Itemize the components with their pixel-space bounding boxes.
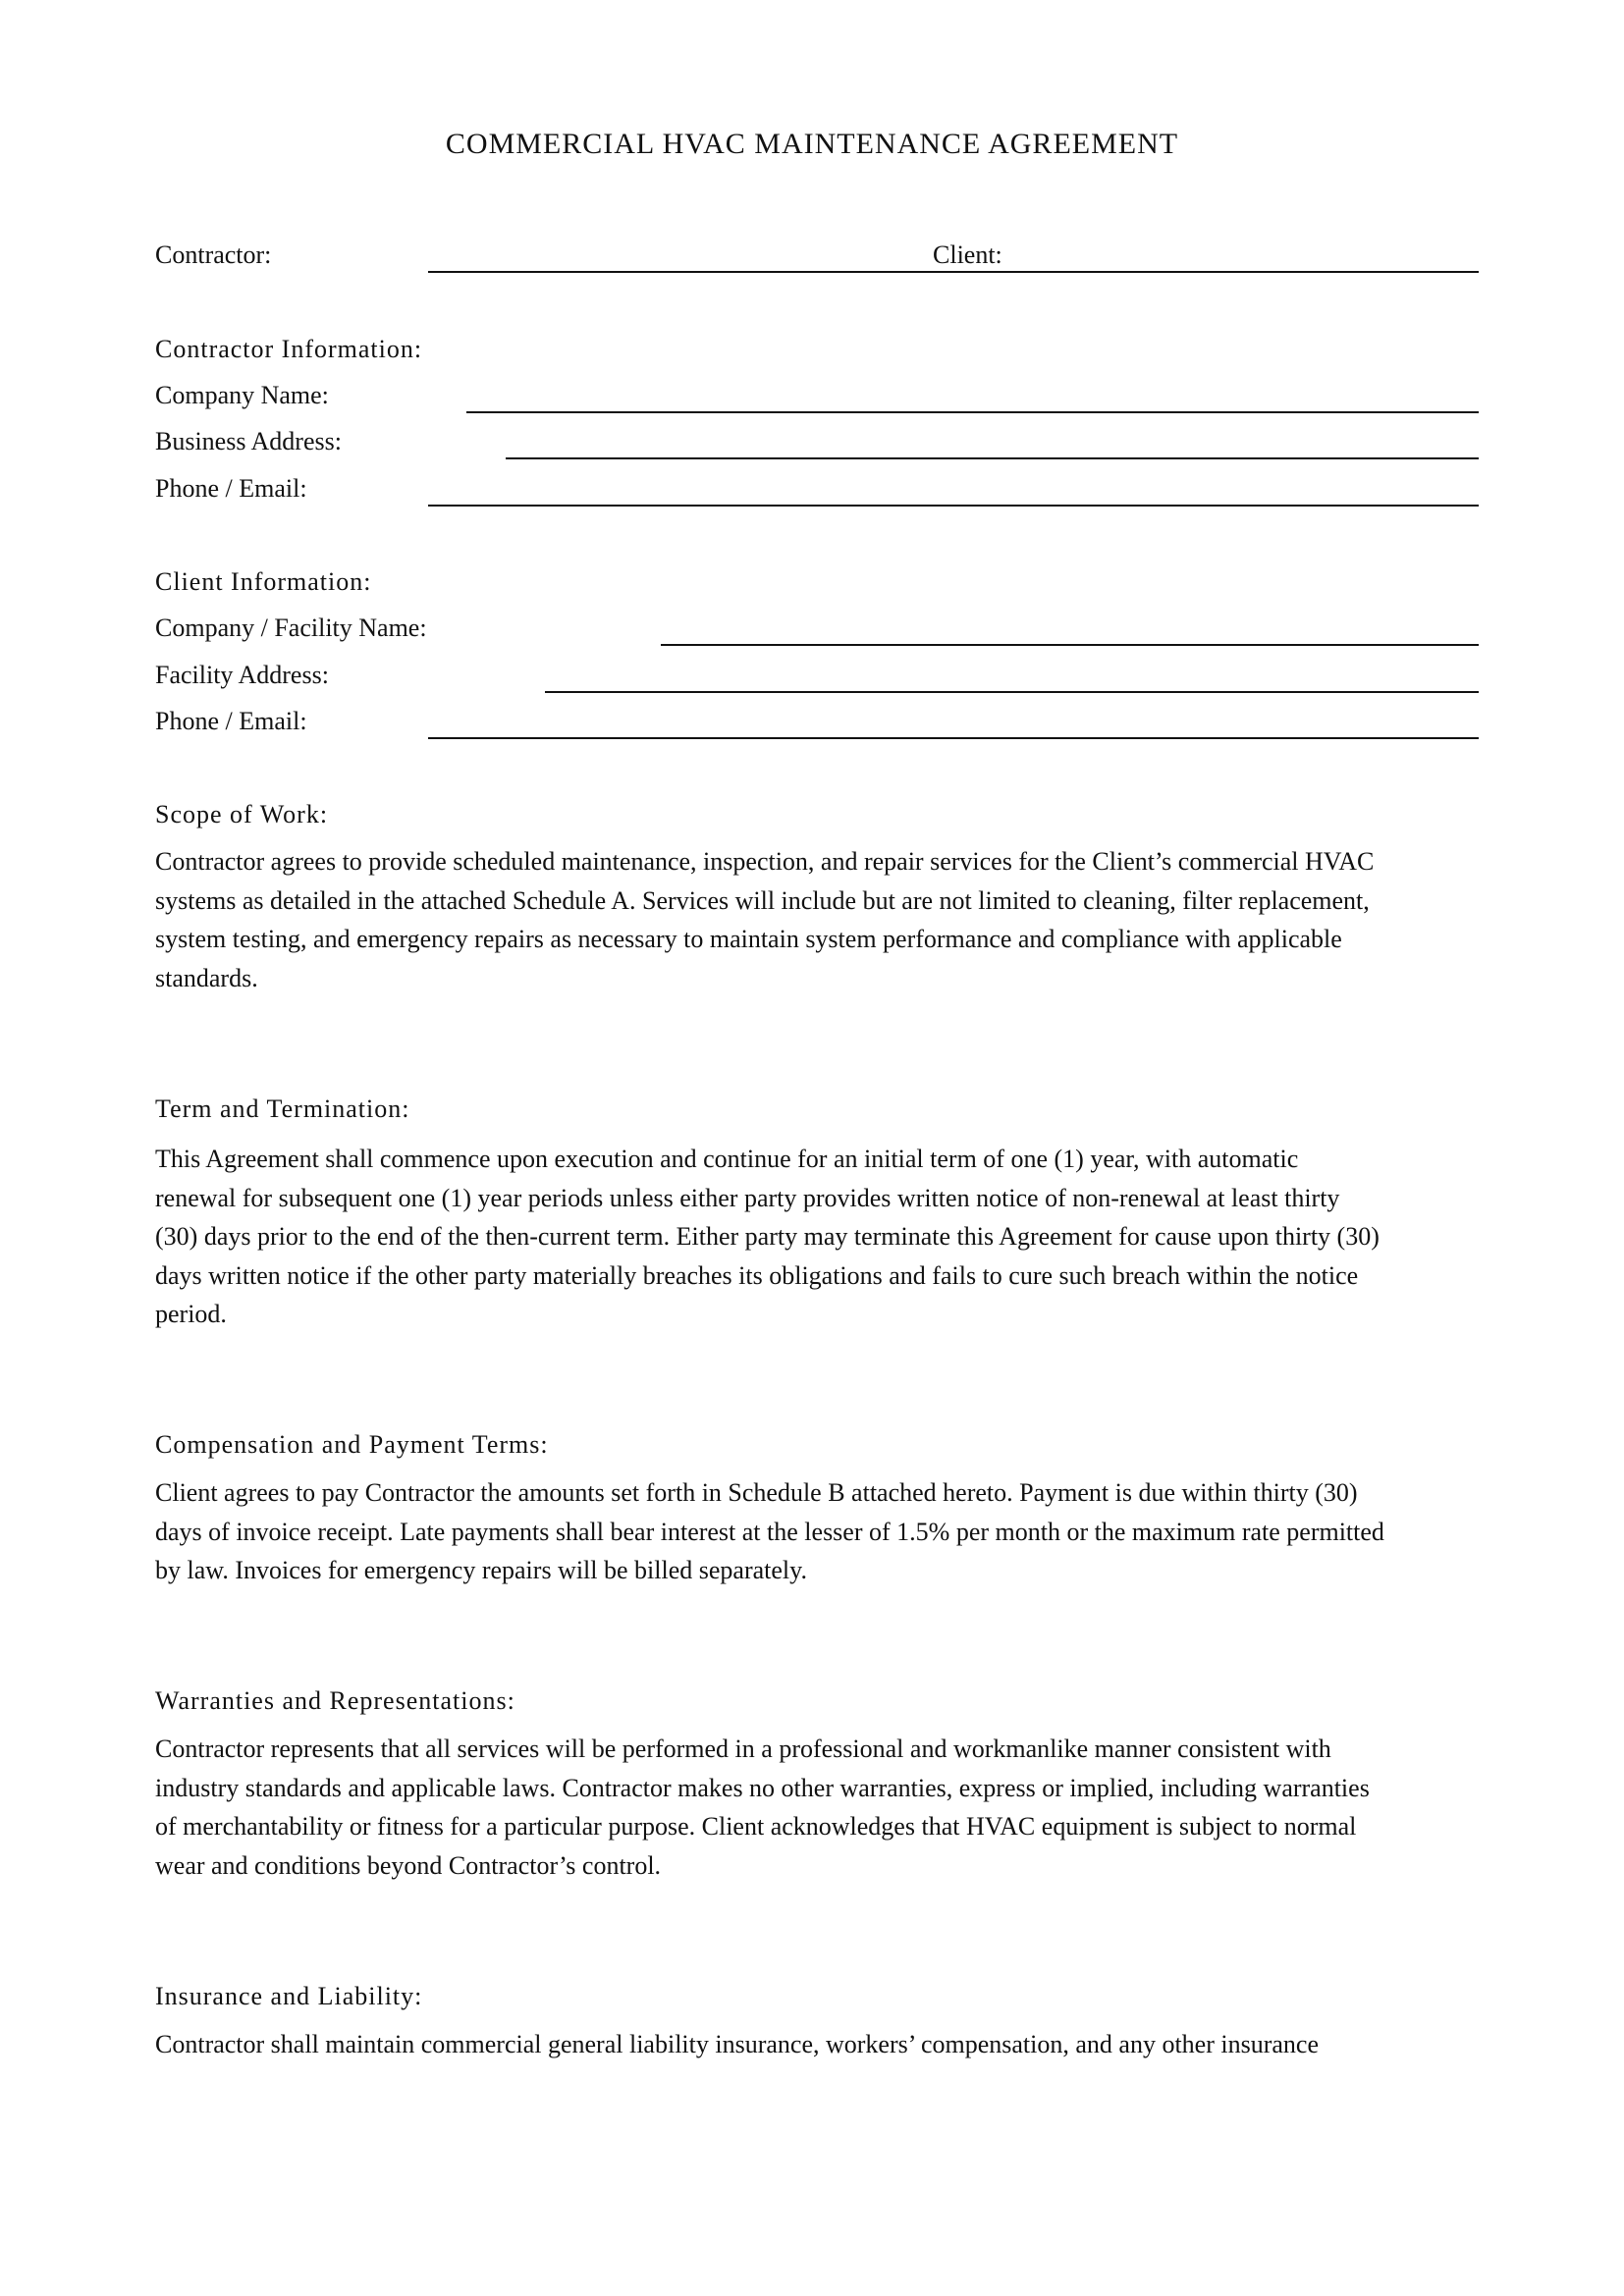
- insurance-paragraph: [155, 2025, 1490, 2064]
- insurance-line: Contractor shall maintain commercial general liability insurance, workers’ compensation, and any other insurance: [155, 2030, 1319, 2058]
- compensation-line: days of invoice receipt. Late payments shall bear interest at the lesser of 1.5% per month or the maximum rate permitted: [155, 1517, 1384, 1546]
- term-heading: Term and Termination:: [155, 1095, 410, 1123]
- compensation-heading: Compensation and Payment Terms:: [155, 1430, 549, 1459]
- client-phone-email-label: Phone / Email:: [155, 707, 307, 735]
- client-phone-email-field[interactable]: [428, 737, 1479, 739]
- insurance-heading: Insurance and Liability:: [155, 1982, 423, 2010]
- contractor-company-name-label: Company Name:: [155, 381, 329, 409]
- contractor-business-address-label: Business Address:: [155, 427, 342, 455]
- contractor-label: Contractor:: [155, 240, 272, 269]
- client-facility-name-field[interactable]: [661, 644, 1479, 646]
- client-facility-name-label: Company / Facility Name:: [155, 614, 427, 642]
- warranties-line: wear and conditions beyond Contractor’s control.: [155, 1850, 662, 1880]
- page-title: COMMERCIAL HVAC MAINTENANCE AGREEMENT: [445, 128, 1179, 160]
- warranties-heading: Warranties and Representations:: [155, 1686, 515, 1715]
- term-line: period.: [155, 1300, 227, 1328]
- compensation-paragraph: [155, 1473, 1490, 1590]
- contractor-info-heading: Contractor Information:: [155, 335, 423, 363]
- compensation-line: by law. Invoices for emergency repairs will be billed separately.: [155, 1556, 807, 1584]
- term-line: renewal for subsequent one (1) year periods unless either party provides written notice of non-renewal at least thirty: [155, 1183, 1340, 1212]
- term-line: (30) days prior to the end of the then-current term. Either party may terminate this Agreement for cause upon thirty (30): [155, 1222, 1380, 1251]
- client-facility-address-field[interactable]: [545, 691, 1479, 693]
- warranties-paragraph: [155, 1730, 1490, 1885]
- term-line: days written notice if the other party materially breaches its obligations and fails to cure such breach within the notice: [155, 1260, 1359, 1290]
- warranties-line: Contractor represents that all services will be performed in a professional and workmanlike manner consistent with: [155, 1735, 1331, 1763]
- term-line: This Agreement shall commence upon execution and continue for an initial term of one (1) year, with automatic: [155, 1145, 1299, 1173]
- scope-line: Contractor agrees to provide scheduled maintenance, inspection, and repair services for the Client’s commercial HVAC: [155, 847, 1375, 876]
- scope-line: systems as detailed in the attached Schedule A. Services will include but are not limited to cleaning, filter replacement,: [155, 885, 1370, 915]
- term-paragraph: [155, 1140, 1490, 1334]
- warranties-line: of merchantability or fitness for a particular purpose. Client acknowledges that HVAC equipment is subject to normal: [155, 1812, 1357, 1841]
- scope-line: system testing, and emergency repairs as necessary to maintain system performance and compliance with applicable: [155, 925, 1342, 953]
- contractor-company-name-field[interactable]: [466, 411, 1479, 413]
- scope-paragraph: [155, 842, 1490, 997]
- scope-line: standards.: [155, 963, 258, 992]
- client-label: Client:: [933, 240, 1002, 269]
- compensation-line: Client agrees to pay Contractor the amounts set forth in Schedule B attached hereto. Payment is due within thirty (30): [155, 1478, 1358, 1507]
- contractor-phone-email-field[interactable]: [428, 505, 1479, 507]
- contractor-business-address-field[interactable]: [506, 457, 1479, 459]
- contractor-field[interactable]: [428, 271, 1479, 273]
- scope-heading: Scope of Work:: [155, 800, 329, 828]
- client-info-heading: Client Information:: [155, 567, 372, 596]
- client-facility-address-label: Facility Address:: [155, 661, 329, 689]
- contractor-phone-email-label: Phone / Email:: [155, 474, 307, 503]
- warranties-line: industry standards and applicable laws. Contractor makes no other warranties, express or implied, including warranties: [155, 1773, 1370, 1802]
